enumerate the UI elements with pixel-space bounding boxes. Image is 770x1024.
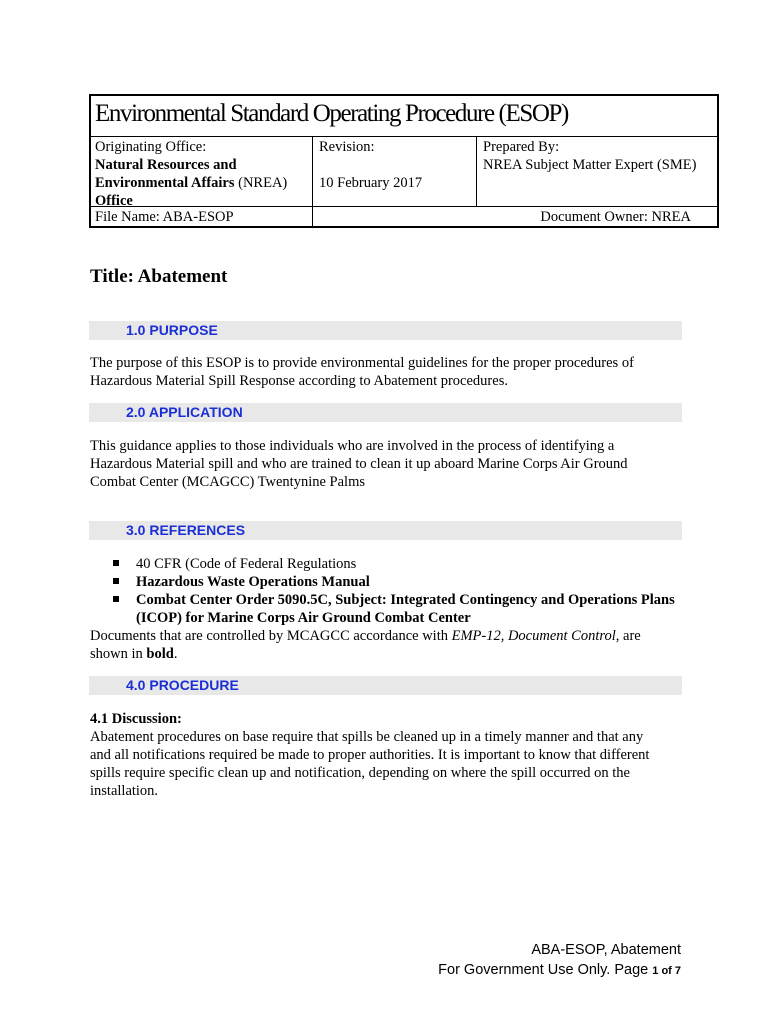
file-name: File Name: ABA-ESOP [95, 209, 234, 225]
references-note-line1 [90, 627, 690, 645]
purpose-line: The purpose of this ESOP is to provide environmental guidelines for the proper procedures of [90, 355, 634, 371]
originating-line2 [95, 174, 287, 192]
section-heading-text: 3.0 REFERENCES [126, 522, 246, 538]
originating-line2-bold: Environmental Affairs [95, 175, 235, 191]
procedure-line: Abatement procedures on base require that spills be cleaned up in a timely manner and that any [90, 729, 644, 745]
bullet-square-icon [113, 596, 119, 602]
application-line: Hazardous Material spill and who are trained to clean it up aboard Marine Corps Air Ground [90, 456, 628, 472]
note-text: . [173, 646, 178, 662]
reference-text-continued: (ICOP) for Marine Corps Air Ground Combat Center [136, 610, 471, 626]
section-heading-procedure [89, 676, 682, 695]
note-text: shown in [90, 646, 147, 662]
note-text: , are [615, 628, 641, 644]
note-bold: bold [146, 646, 174, 662]
section-heading-references [89, 521, 682, 540]
header-divider [91, 136, 717, 137]
originating-office [95, 138, 287, 210]
section-heading-text: 4.0 PROCEDURE [126, 677, 239, 693]
revision-label: Revision: [319, 139, 375, 155]
procedure-subheading: 4.1 Discussion: [90, 711, 182, 727]
purpose-line: Hazardous Material Spill Response according to Abatement procedures. [90, 373, 508, 389]
note-italic: EMP-12, Document Control [451, 628, 616, 644]
list-item [113, 555, 693, 573]
procedure-line: spills require specific clean up and notification, depending on where the spill occurred on the [90, 765, 630, 781]
bullet-square-icon [113, 560, 119, 566]
prepared-value: NREA Subject Matter Expert (SME) [483, 157, 697, 173]
purpose-paragraph [90, 354, 690, 390]
document-title: Environmental Standard Operating Procedure (ESOP) [95, 100, 568, 127]
originating-line3: Office [95, 193, 133, 209]
originating-line2-rest: (NREA) [234, 175, 288, 191]
section-heading-purpose [89, 321, 682, 340]
document-owner: Document Owner: NREA [540, 209, 691, 225]
application-line: This guidance applies to those individuals who are involved in the process of identifying a [90, 438, 615, 454]
note-text: Documents that are controlled by MCAGCC accordance with [90, 628, 452, 644]
procedure-line: installation. [90, 783, 159, 799]
footer-doc-name: ABA-ESOP, Abatement [531, 942, 681, 958]
list-item [113, 573, 693, 591]
footer-page-info [438, 962, 681, 978]
originating-label: Originating Office: [95, 139, 207, 155]
footer-text: For Government Use Only. Page [438, 962, 653, 978]
page-title: Title: Abatement [90, 266, 228, 287]
revision-date: 10 February 2017 [319, 175, 423, 191]
references-note [90, 627, 690, 663]
application-paragraph [90, 437, 690, 491]
reference-text: Combat Center Order 5090.5C, Subject: Integrated Contingency and Operations Plans [136, 592, 675, 608]
application-line: Combat Center (MCAGCC) Twentynine Palms [90, 474, 366, 490]
reference-text: 40 CFR (Code of Federal Regulations [136, 556, 357, 572]
section-heading-application [89, 403, 682, 422]
procedure-paragraph [90, 710, 690, 800]
procedure-line: and all notifications required be made to proper authorities. It is important to know that different [90, 747, 650, 763]
originating-line1: Natural Resources and [95, 157, 237, 173]
header-table [89, 94, 719, 228]
references-list [113, 555, 693, 627]
reference-text: Hazardous Waste Operations Manual [136, 574, 370, 590]
header-column-divider [312, 136, 313, 228]
references-note-line2 [90, 645, 690, 663]
list-item [113, 591, 693, 627]
header-column-divider [476, 136, 477, 206]
page-number: 1 of 7 [652, 965, 681, 977]
section-heading-text: 1.0 PURPOSE [126, 322, 218, 338]
prepared-label: Prepared By: [483, 139, 560, 155]
section-heading-text: 2.0 APPLICATION [126, 404, 243, 420]
bullet-square-icon [113, 578, 119, 584]
